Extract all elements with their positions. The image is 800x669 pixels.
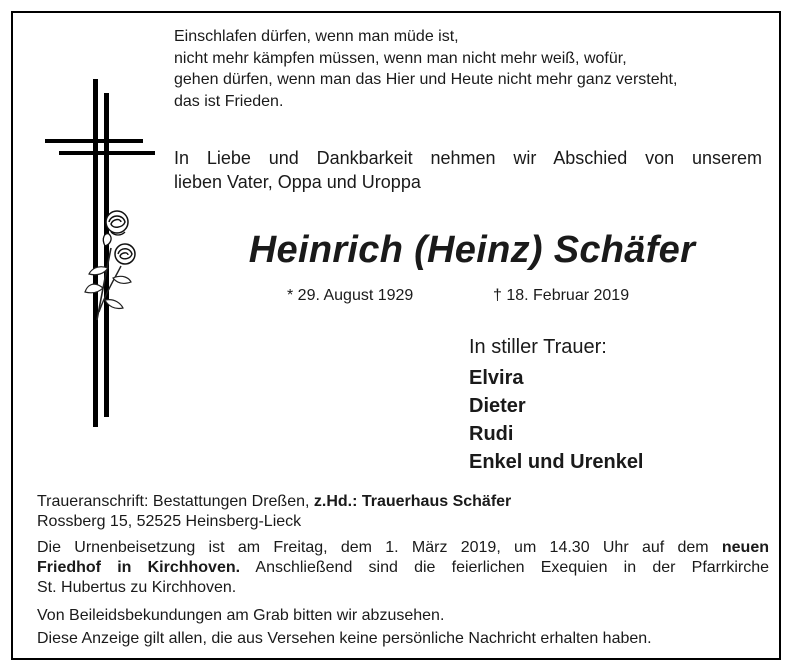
mourning-address bbox=[37, 492, 511, 532]
burial-info bbox=[37, 538, 769, 598]
mourners-heading: In stiller Trauer: bbox=[469, 336, 607, 358]
burial-line: St. Hubertus zu Kirchhoven. bbox=[37, 579, 237, 596]
intro-line: In Liebe und Dankbarkeit nehmen wir Abschied von unserem bbox=[174, 148, 762, 168]
poem-line: Einschlafen dürfen, wenn man müde ist, bbox=[174, 28, 459, 45]
mourner-name: Rudi bbox=[469, 423, 514, 445]
mourner-name: Dieter bbox=[469, 395, 526, 417]
poem bbox=[174, 26, 677, 112]
address-attention: z.Hd.: Trauerhaus Schäfer bbox=[313, 493, 512, 510]
intro-line: lieben Vater, Oppa und Uroppa bbox=[174, 172, 421, 192]
intro-text bbox=[174, 146, 762, 194]
rose-icon bbox=[75, 208, 145, 323]
mourner-name: Elvira bbox=[469, 367, 524, 389]
death-date: † 18. Februar 2019 bbox=[493, 287, 630, 304]
poem-line: das ist Frieden. bbox=[174, 92, 284, 110]
burial-emphasis: Friedhof in Kirchhoven. bbox=[37, 559, 241, 576]
mourners-list bbox=[469, 364, 644, 476]
address-line bbox=[37, 492, 511, 512]
poem-line: nicht mehr kämpfen müssen, wenn man nicht mehr weiß, wofür, bbox=[174, 49, 627, 67]
mourner-name: Enkel und Urenkel bbox=[469, 451, 644, 473]
burial-line bbox=[37, 558, 769, 578]
birth-date: * 29. August 1929 bbox=[287, 287, 414, 304]
burial-text: Anschließend sind die feierlichen Exequien in der Pfarrkirche bbox=[240, 559, 770, 576]
burial-line bbox=[37, 538, 769, 558]
burial-text: Die Urnenbeisetzung ist am Freitag, dem 1. März 2019, um 14.30 Uhr auf dem bbox=[37, 539, 722, 556]
poem-line: gehen dürfen, wenn man das Hier und Heute nicht mehr ganz versteht, bbox=[174, 71, 678, 88]
obituary-notice bbox=[11, 11, 781, 660]
deceased-name: Heinrich (Heinz) Schäfer bbox=[248, 229, 696, 271]
address-street: Rossberg 15, 52525 Heinsberg-Lieck bbox=[37, 513, 302, 530]
address-label: Traueranschrift: Bestattungen Dreßen, bbox=[37, 493, 314, 510]
notice-note: Diese Anzeige gilt allen, die aus Versehen keine persönliche Nachricht erhalten haben. bbox=[37, 630, 652, 647]
condolence-note: Von Beileidsbekundungen am Grab bitten wir abzusehen. bbox=[37, 607, 445, 624]
burial-emphasis: neuen bbox=[721, 539, 769, 556]
